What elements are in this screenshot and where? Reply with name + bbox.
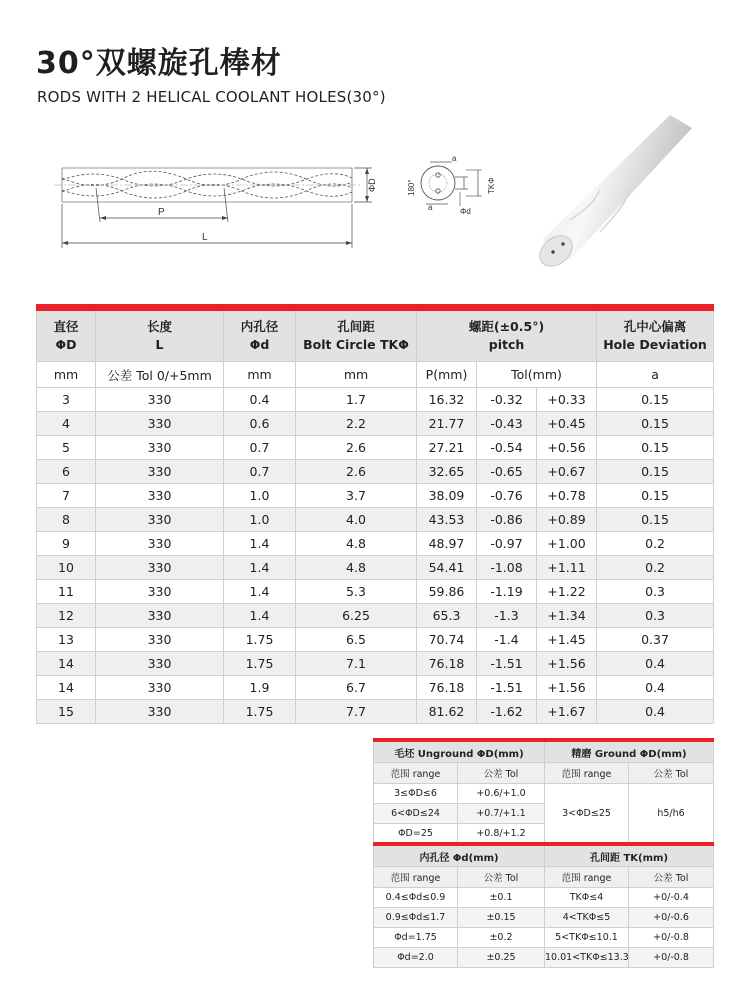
table-cell: 0.4≤Φd≤0.9	[374, 888, 458, 908]
table-cell: 330	[96, 412, 224, 436]
table-cell: 1.4	[224, 532, 296, 556]
table-cell: +0/-0.6	[629, 908, 714, 928]
table-cell: 16.32	[417, 388, 477, 412]
ground-tol-label: 公差 Tol	[629, 763, 714, 784]
table-cell: -0.76	[477, 484, 537, 508]
dim-label-P: P	[158, 207, 165, 218]
dim-label-TK: TKΦ	[487, 177, 496, 194]
table-cell: 76.18	[417, 652, 477, 676]
table-cell: 330	[96, 484, 224, 508]
table-cell: 0.37	[597, 628, 714, 652]
table-row	[37, 388, 714, 412]
bore-range-label: 范围 range	[374, 867, 458, 888]
table-cell: 1.0	[224, 508, 296, 532]
table-cell: 330	[96, 388, 224, 412]
table-cell: 27.21	[417, 436, 477, 460]
page-subtitle: RODS WITH 2 HELICAL COOLANT HOLES(30°)	[37, 88, 386, 106]
table-cell: 0.15	[597, 508, 714, 532]
table-cell: 7	[37, 484, 96, 508]
table-cell: 6.5	[296, 628, 417, 652]
dim-label-180: 180°	[407, 179, 416, 196]
table-cell: 0.3	[597, 604, 714, 628]
table-cell: 1.4	[224, 580, 296, 604]
table-cell: -0.54	[477, 436, 537, 460]
unground-tol-label: 公差 Tol	[458, 763, 545, 784]
unit-bore: mm	[224, 362, 296, 388]
table-cell: 1.0	[224, 484, 296, 508]
table-cell: 0.7	[224, 436, 296, 460]
table-cell: +0/-0.4	[629, 888, 714, 908]
table-cell: 6.25	[296, 604, 417, 628]
table-cell: 14	[37, 652, 96, 676]
table-cell: 0.15	[597, 460, 714, 484]
table-row	[37, 700, 714, 724]
col-header-length: 长度 L	[96, 308, 224, 362]
table-cell: +0.45	[537, 412, 597, 436]
rod-hole-2	[561, 242, 564, 245]
table-cell: 0.15	[597, 412, 714, 436]
table-cell: 0.15	[597, 436, 714, 460]
table-cell: +1.22	[537, 580, 597, 604]
tk-tol-label: 公差 Tol	[629, 867, 714, 888]
bore-tol-label: 公差 Tol	[458, 867, 545, 888]
table-cell: 38.09	[417, 484, 477, 508]
rod-side-drawing	[44, 150, 384, 255]
table-cell: 4.8	[296, 556, 417, 580]
table-cell: 6	[37, 460, 96, 484]
rod-hole-1	[551, 250, 554, 253]
col-header-pitch: 螺距(±0.5°) pitch	[417, 308, 597, 362]
table-cell: 8	[37, 508, 96, 532]
ground-range-value: 3<ΦD≤25	[545, 784, 629, 844]
table-cell: 330	[96, 556, 224, 580]
dim-label-a-bottom: a	[428, 203, 433, 212]
table-cell: -0.65	[477, 460, 537, 484]
table-cell: 0.15	[597, 484, 714, 508]
table-row	[37, 436, 714, 460]
table-cell: +1.34	[537, 604, 597, 628]
table-cell: 6<ΦD≤24	[374, 804, 458, 824]
table-row	[37, 652, 714, 676]
table-cell: 1.75	[224, 652, 296, 676]
table-row	[374, 888, 714, 908]
unit-length: 公差 Tol 0/+5mm	[96, 362, 224, 388]
table-cell: 2.6	[296, 436, 417, 460]
table-cell: 32.65	[417, 460, 477, 484]
unground-title: 毛坯 Unground ΦD(mm)	[374, 740, 545, 763]
bore-tk-tolerance-table	[373, 842, 714, 968]
dim-label-phiD: ΦD	[367, 178, 377, 192]
table-cell: 0.15	[597, 388, 714, 412]
table-cell: 13	[37, 628, 96, 652]
table-cell: 0.4	[597, 676, 714, 700]
table-cell: -0.32	[477, 388, 537, 412]
table-cell: 330	[96, 604, 224, 628]
table-cell: 330	[96, 676, 224, 700]
table-row	[37, 484, 714, 508]
table-cell: -1.62	[477, 700, 537, 724]
table-cell: 2.2	[296, 412, 417, 436]
table-row	[37, 676, 714, 700]
table-cell: 6.7	[296, 676, 417, 700]
table-cell: 10	[37, 556, 96, 580]
table-cell: 11	[37, 580, 96, 604]
table-cell: Φd=2.0	[374, 948, 458, 968]
table-cell: +0.33	[537, 388, 597, 412]
table-cell: 4	[37, 412, 96, 436]
table-cell: 330	[96, 460, 224, 484]
table-cell: 330	[96, 580, 224, 604]
table-cell: +0.78	[537, 484, 597, 508]
table-cell: +0/-0.8	[629, 948, 714, 968]
table-cell: 10.01<TKΦ≤13.3	[545, 948, 629, 968]
table-row	[374, 784, 714, 804]
table-row	[374, 908, 714, 928]
table-cell: 3	[37, 388, 96, 412]
table-cell: +1.67	[537, 700, 597, 724]
ground-tol-value: h5/h6	[629, 784, 714, 844]
table-cell: 0.4	[224, 388, 296, 412]
table-cell: 1.9	[224, 676, 296, 700]
table-cell: 70.74	[417, 628, 477, 652]
table-cell: 14	[37, 676, 96, 700]
table-cell: 1.75	[224, 628, 296, 652]
arrowheads	[62, 168, 369, 245]
table-cell: 21.77	[417, 412, 477, 436]
table-cell: ±0.25	[458, 948, 545, 968]
table-cell: -1.19	[477, 580, 537, 604]
table-cell: 54.41	[417, 556, 477, 580]
table-cell: 0.2	[597, 556, 714, 580]
table-cell: -0.86	[477, 508, 537, 532]
col-header-bolt-circle: 孔间距 Bolt Circle TKΦ	[296, 308, 417, 362]
unit-bolt: mm	[296, 362, 417, 388]
table-cell: +0.6/+1.0	[458, 784, 545, 804]
table-cell: +0.8/+1.2	[458, 824, 545, 844]
table-cell: 0.9≤Φd≤1.7	[374, 908, 458, 928]
rod-end-drawing	[400, 150, 510, 220]
table-row	[374, 948, 714, 968]
table-cell: ΦD=25	[374, 824, 458, 844]
spec-table-unit-row	[37, 362, 714, 388]
tk-range-label: 范围 range	[545, 867, 629, 888]
table-cell: ±0.2	[458, 928, 545, 948]
table-cell: 43.53	[417, 508, 477, 532]
bolt-circle	[429, 174, 447, 192]
table-cell: 15	[37, 700, 96, 724]
tk-title: 孔间距 TK(mm)	[545, 844, 714, 867]
dim-label-phid: Φd	[460, 207, 471, 216]
table-cell: 48.97	[417, 532, 477, 556]
table-cell: 59.86	[417, 580, 477, 604]
table-row	[374, 928, 714, 948]
table-cell: 0.6	[224, 412, 296, 436]
table-cell: 1.4	[224, 604, 296, 628]
coolant-hole-top	[436, 173, 440, 177]
helix-lines	[62, 171, 352, 198]
table-cell: -1.4	[477, 628, 537, 652]
table-cell: 3.7	[296, 484, 417, 508]
table-row	[37, 580, 714, 604]
table-cell: 0.4	[597, 700, 714, 724]
unit-deviation: a	[597, 362, 714, 388]
rod-end-circle	[421, 166, 455, 200]
table-cell: -1.08	[477, 556, 537, 580]
col-header-bore: 内孔径 Φd	[224, 308, 296, 362]
spec-table	[36, 304, 714, 724]
table-row	[37, 460, 714, 484]
table-cell: ±0.15	[458, 908, 545, 928]
table-cell: 12	[37, 604, 96, 628]
od-tolerance-table	[373, 738, 714, 844]
table-cell: Φd=1.75	[374, 928, 458, 948]
table-cell: 330	[96, 700, 224, 724]
table-cell: TKΦ≤4	[545, 888, 629, 908]
table-row	[37, 508, 714, 532]
table-cell: +1.56	[537, 676, 597, 700]
rod-3d-illustration	[530, 110, 700, 290]
table-cell: 0.3	[597, 580, 714, 604]
table-row	[37, 556, 714, 580]
table-cell: 76.18	[417, 676, 477, 700]
table-cell: 81.62	[417, 700, 477, 724]
dim-label-L: L	[202, 232, 208, 243]
page-title: 30°双螺旋孔棒材	[36, 46, 282, 81]
table-cell: 0.7	[224, 460, 296, 484]
unit-diameter: mm	[37, 362, 96, 388]
table-cell: 330	[96, 436, 224, 460]
unground-range-label: 范围 range	[374, 763, 458, 784]
table-cell: 330	[96, 508, 224, 532]
bore-title: 内孔径 Φd(mm)	[374, 844, 545, 867]
unit-pitch-tol: Tol(mm)	[477, 362, 597, 388]
table-cell: 5.3	[296, 580, 417, 604]
table-cell: 1.4	[224, 556, 296, 580]
table-cell: -1.3	[477, 604, 537, 628]
table-cell: +0/-0.8	[629, 928, 714, 948]
table-cell: ±0.1	[458, 888, 545, 908]
table-row	[37, 604, 714, 628]
col-header-diameter: 直径 ΦD	[37, 308, 96, 362]
table-cell: 330	[96, 652, 224, 676]
table-cell: +0.67	[537, 460, 597, 484]
ground-title: 精磨 Ground ΦD(mm)	[545, 740, 714, 763]
table-cell: 7.1	[296, 652, 417, 676]
table-cell: 0.2	[597, 532, 714, 556]
table-cell: +1.56	[537, 652, 597, 676]
unit-pitch-p: P(mm)	[417, 362, 477, 388]
table-cell: 0.4	[597, 652, 714, 676]
table-cell: +1.11	[537, 556, 597, 580]
table-cell: +1.45	[537, 628, 597, 652]
table-cell: 9	[37, 532, 96, 556]
dim-label-a-top: a	[452, 154, 457, 163]
coolant-hole-bottom	[436, 189, 440, 193]
table-cell: -0.43	[477, 412, 537, 436]
table-cell: 5	[37, 436, 96, 460]
table-row	[37, 532, 714, 556]
ground-range-label: 范围 range	[545, 763, 629, 784]
table-cell: 1.7	[296, 388, 417, 412]
table-row	[37, 412, 714, 436]
table-cell: -1.51	[477, 652, 537, 676]
table-cell: +1.00	[537, 532, 597, 556]
table-cell: -0.97	[477, 532, 537, 556]
table-cell: 5<TKΦ≤10.1	[545, 928, 629, 948]
table-cell: -1.51	[477, 676, 537, 700]
table-cell: +0.7/+1.1	[458, 804, 545, 824]
table-cell: 7.7	[296, 700, 417, 724]
table-cell: +0.56	[537, 436, 597, 460]
table-cell: 2.6	[296, 460, 417, 484]
table-cell: 330	[96, 628, 224, 652]
table-row	[37, 628, 714, 652]
table-cell: 4.8	[296, 532, 417, 556]
spec-table-header-row	[37, 308, 714, 362]
table-cell: +0.89	[537, 508, 597, 532]
table-cell: 3≤ΦD≤6	[374, 784, 458, 804]
dimension-lines	[62, 168, 372, 248]
table-cell: 330	[96, 532, 224, 556]
table-cell: 65.3	[417, 604, 477, 628]
col-header-deviation: 孔中心偏离 Hole Deviation	[597, 308, 714, 362]
table-cell: 1.75	[224, 700, 296, 724]
table-cell: 4<TKΦ≤5	[545, 908, 629, 928]
table-cell: 4.0	[296, 508, 417, 532]
